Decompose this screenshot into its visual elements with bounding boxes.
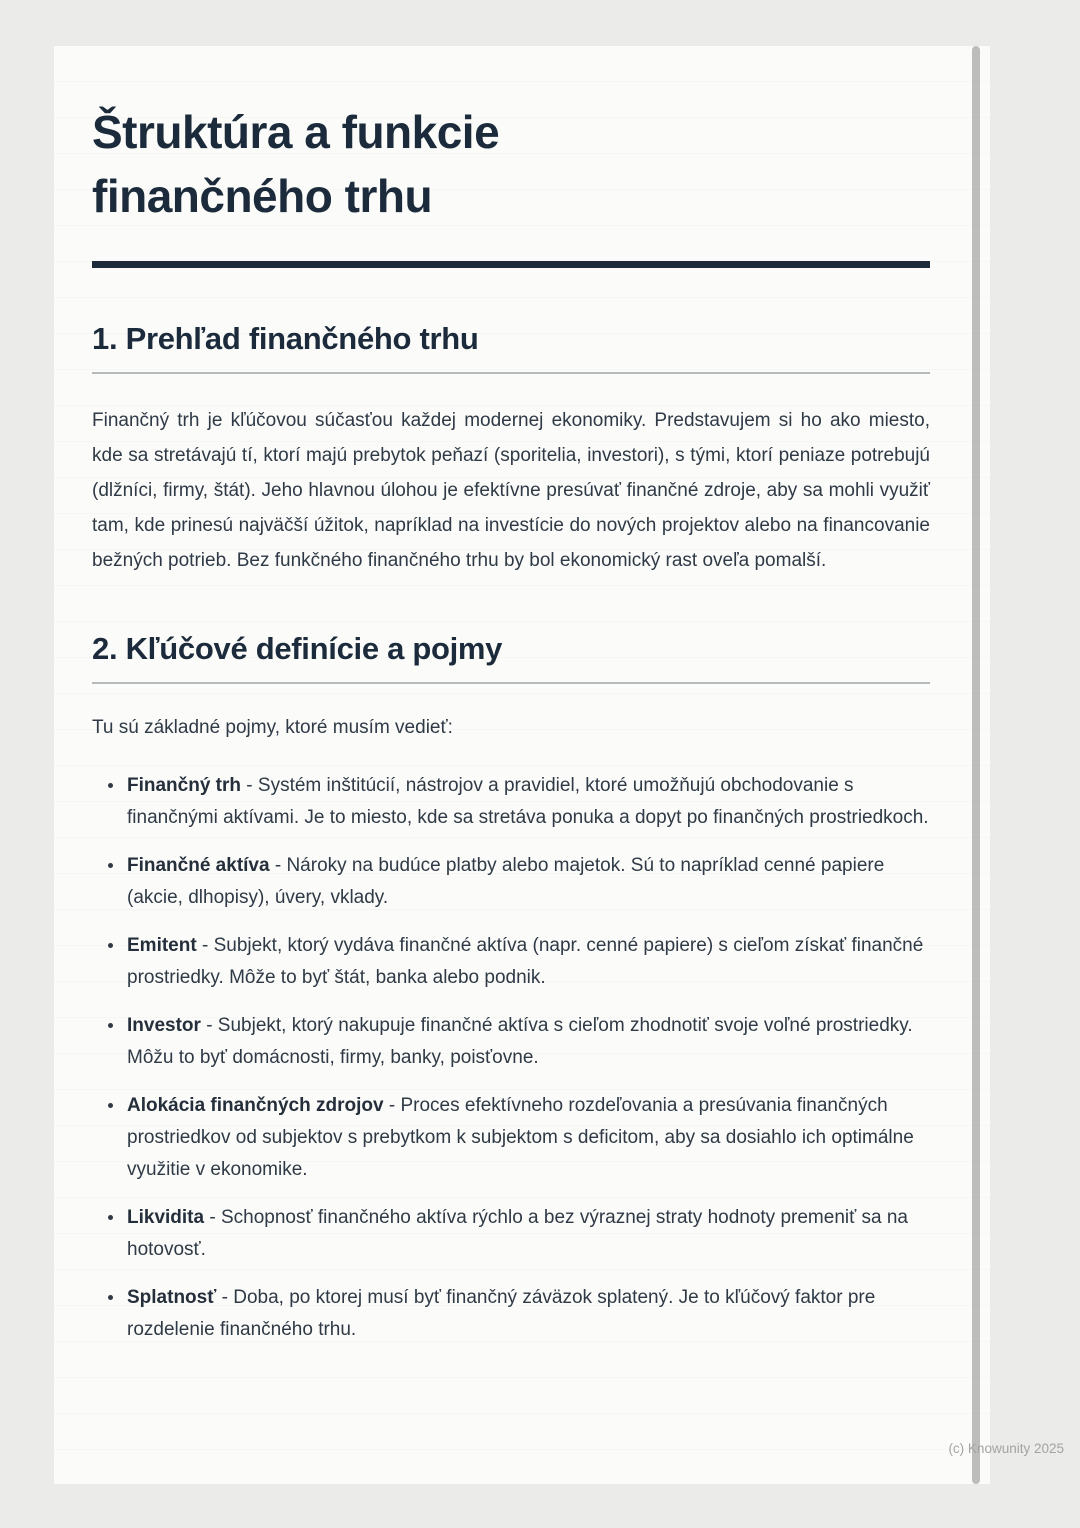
term-label: Alokácia finančných zdrojov <box>127 1095 384 1116</box>
section-1-paragraph: Finančný trh je kľúčovou súčasťou každej modernej ekonomiky. Predstavujem si ho ako miesto, kde sa stretávajú tí, ktorí majú prebytok peňazí (sporitelia, investori), s tými, ktorí peniaze potrebujú (dlžníci, firmy, štát). Jeho hlavnou úlohou je efektívne presúvať finančné zdroje, aby sa mohli využiť tam, kde prinesú najväčší úžitok, napríklad na investície do nových projektov alebo na financovanie bežných potrieb. Bez funkčného finančného trhu by bol ekonomický rast oveľa pomalší. <box>92 410 930 571</box>
list-item <box>125 1010 930 1074</box>
section-1-heading: 1. Prehľad finančného trhu <box>92 321 479 356</box>
term-definition: - Doba, po ktorej musí byť finančný záväzok splatený. Je to kľúčový faktor pre rozdelenie finančného trhu. <box>127 1287 876 1340</box>
term-definition: - Systém inštitúcií, nástrojov a pravidiel, ktoré umožňujú obchodovanie s finančnými aktívami. Je to miesto, kde sa stretáva ponuka a dopyt po finančných prostriedkoch. <box>127 775 929 828</box>
term-label: Emitent <box>127 935 197 956</box>
section-2-heading: 2. Kľúčové definície a pojmy <box>92 631 503 666</box>
section-2-divider <box>92 682 930 684</box>
list-item <box>125 1202 930 1266</box>
section-1-divider <box>92 372 930 374</box>
definitions-list <box>92 770 930 1346</box>
copyright-watermark: (c) Knowunity 2025 <box>948 1441 1064 1456</box>
list-item <box>125 1282 930 1346</box>
list-item <box>125 770 930 834</box>
term-definition: - Schopnosť finančného aktíva rýchlo a bez výraznej straty hodnoty premeniť sa na hotovosť. <box>127 1207 908 1260</box>
term-label: Finančné aktíva <box>127 855 270 876</box>
term-definition: - Subjekt, ktorý vydáva finančné aktíva (napr. cenné papiere) s cieľom získať finančné prostriedky. Môže to byť štát, banka alebo podnik. <box>127 935 924 988</box>
term-label: Investor <box>127 1015 201 1036</box>
term-definition: - Nároky na budúce platby alebo majetok. Sú to napríklad cenné papiere (akcie, dlhopisy), úvery, vklady. <box>127 855 885 908</box>
title-divider <box>92 261 930 268</box>
term-label: Finančný trh <box>127 775 242 796</box>
term-label: Splatnosť <box>127 1287 217 1308</box>
page-title: Štruktúra a funkcie finančného trhu <box>92 106 500 222</box>
term-definition: - Subjekt, ktorý nakupuje finančné aktíva s cieľom zhodnotiť svoje voľné prostriedky. Môžu to byť domácnosti, firmy, banky, poisťovne. <box>127 1015 913 1068</box>
term-definition: - Proces efektívneho rozdeľovania a presúvania finančných prostriedkov od subjektov s prebytkom k subjektom s deficitom, aby sa dosiahlo ich optimálne využitie v ekonomike. <box>127 1095 914 1180</box>
document-page <box>54 46 990 1484</box>
list-item <box>125 1090 930 1186</box>
definitions-intro: Tu sú základné pojmy, ktoré musím vedieť: <box>92 717 453 738</box>
page-scrollbar[interactable] <box>972 46 980 1484</box>
list-item <box>125 930 930 994</box>
list-item <box>125 850 930 914</box>
term-label: Likvidita <box>127 1207 205 1228</box>
